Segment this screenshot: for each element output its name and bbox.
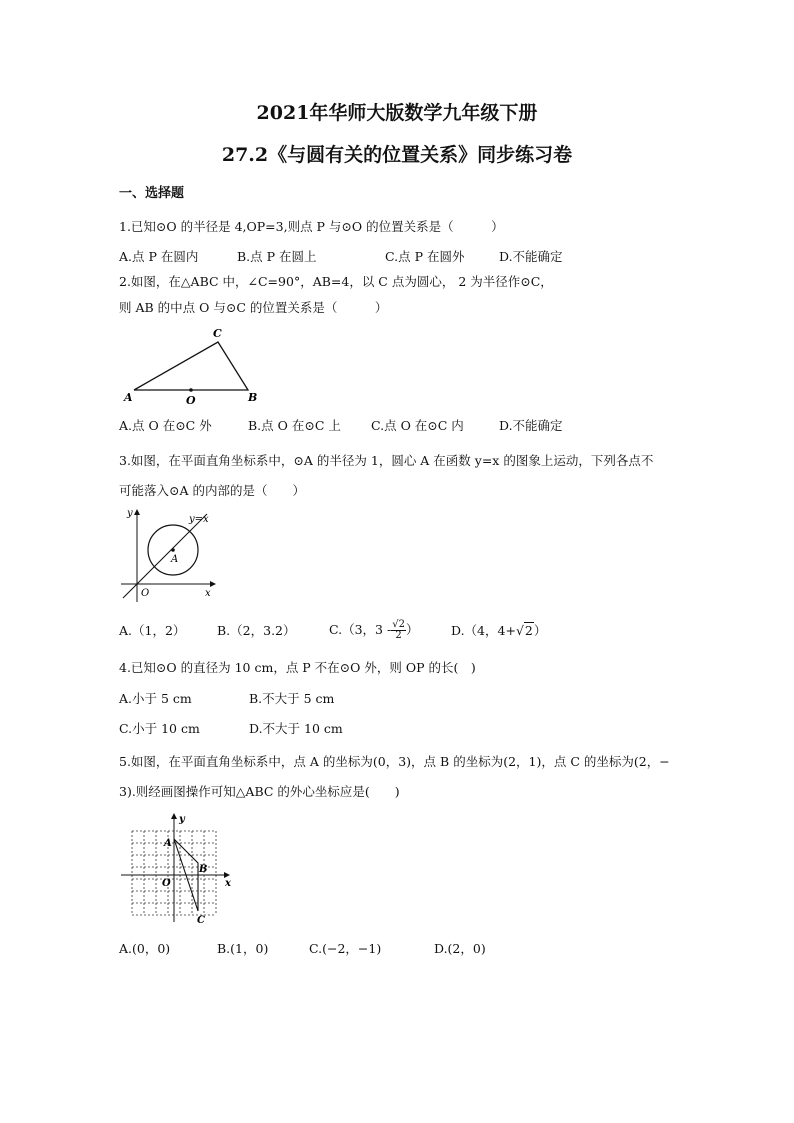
q3-stem-line1: 3.如图，在平面直角坐标系中，⊙A 的半径为 1，圆心 A 在函数 y=x 的图象上运动，下列各点不 (119, 453, 654, 468)
q1-option-c: C.点 P 在圆外 (385, 249, 465, 264)
q3-option-d-suffix: ） (533, 623, 547, 638)
q3-coordinate-figure (117, 504, 221, 606)
section-heading: 一、选择题 (119, 186, 185, 201)
q3-option-d-radical-sign: √ (515, 623, 524, 638)
q3-option-d (451, 623, 546, 639)
q4-option-a: A.小于 5 cm (119, 691, 192, 706)
q3-label-o: O (141, 588, 150, 599)
q3-option-c-prefix: C.（3，3 - (329, 622, 392, 637)
midpoint-o (189, 388, 193, 392)
q5-label-b: B (199, 864, 208, 875)
q4-option-b: B.不大于 5 cm (249, 691, 335, 706)
q3-option-c (329, 617, 418, 643)
page-title: 2021年华师大版数学九年级下册 (256, 102, 538, 124)
q3-option-d-radicand: 2 (524, 623, 533, 638)
q5-option-b: B.(1，0) (217, 941, 269, 956)
q3-option-a: A.（1，2） (119, 623, 186, 638)
q5-stem-line2: 3).则经画图操作可知△ABC 的外心坐标应是( ) (119, 784, 400, 799)
label-o: O (186, 394, 196, 407)
label-b: B (248, 391, 258, 404)
q5-label-a: A (164, 838, 172, 849)
q1-option-d: D.不能确定 (499, 249, 563, 264)
q2-option-b: B.点 O 在⊙C 上 (248, 418, 341, 433)
q3-option-c-numerator: √2 (392, 619, 405, 630)
q3-center-a (171, 548, 175, 552)
triangle-abc (134, 342, 248, 390)
q3-label-x: x (205, 588, 211, 599)
q4-option-d: D.不大于 10 cm (249, 721, 343, 736)
q2-option-a: A.点 O 在⊙C 外 (119, 418, 212, 433)
q3-option-c-fraction (391, 620, 406, 641)
q2-stem-line1: 2.如图，在△ABC 中，∠C=90°，AB=4，以 C 点为圆心， 2 为半径作⊙C， (119, 274, 553, 289)
q2-option-d: D.不能确定 (499, 418, 563, 433)
q5-grid-figure (117, 810, 239, 926)
q3-option-d-prefix: D.（4，4+ (451, 623, 516, 638)
q5-option-a: A.(0，0) (119, 941, 171, 956)
q2-triangle-figure (120, 324, 270, 406)
q5-label-o: O (162, 878, 171, 889)
q5-label-c: C (197, 915, 205, 926)
q4-option-c: C.小于 10 cm (119, 721, 200, 736)
q3-option-c-suffix: ） (405, 622, 419, 637)
q5-stem-line1: 5.如图，在平面直角坐标系中，点 A 的坐标为(0，3)，点 B 的坐标为(2，1)，点 C 的坐标为(2，− (119, 754, 670, 769)
q1-option-a: A.点 P 在圆内 (119, 249, 199, 264)
q3-label-a: A (171, 554, 179, 565)
q2-option-c: C.点 O 在⊙C 内 (371, 418, 464, 433)
page-subtitle: 27.2《与圆有关的位置关系》同步练习卷 (221, 144, 573, 166)
q5-option-c: C.(−2，−1) (309, 941, 382, 956)
q1-option-b: B.点 P 在圆上 (237, 249, 317, 264)
q5-option-d: D.(2，0) (434, 941, 486, 956)
q2-stem-line2: 则 AB 的中点 O 与⊙C 的位置关系是（ ） (119, 300, 388, 315)
q3-label-y: y (127, 508, 133, 519)
label-c: C (213, 327, 222, 340)
q5-label-x: x (225, 878, 231, 889)
label-a: A (124, 391, 133, 404)
q4-stem: 4.已知⊙O 的直径为 10 cm，点 P 不在⊙O 外，则 OP 的长( ) (119, 660, 476, 675)
q3-stem-line2: 可能落入⊙A 的内部的是（ ） (119, 483, 305, 498)
q1-stem: 1.已知⊙O 的半径是 4,OP=3,则点 P 与⊙O 的位置关系是（ ） (119, 219, 504, 234)
q3-option-c-denominator: 2 (395, 630, 402, 641)
q3-option-b: B.（2，3.2） (217, 623, 296, 638)
q3-label-line: y=x (189, 514, 209, 525)
q5-label-y: y (179, 814, 185, 825)
